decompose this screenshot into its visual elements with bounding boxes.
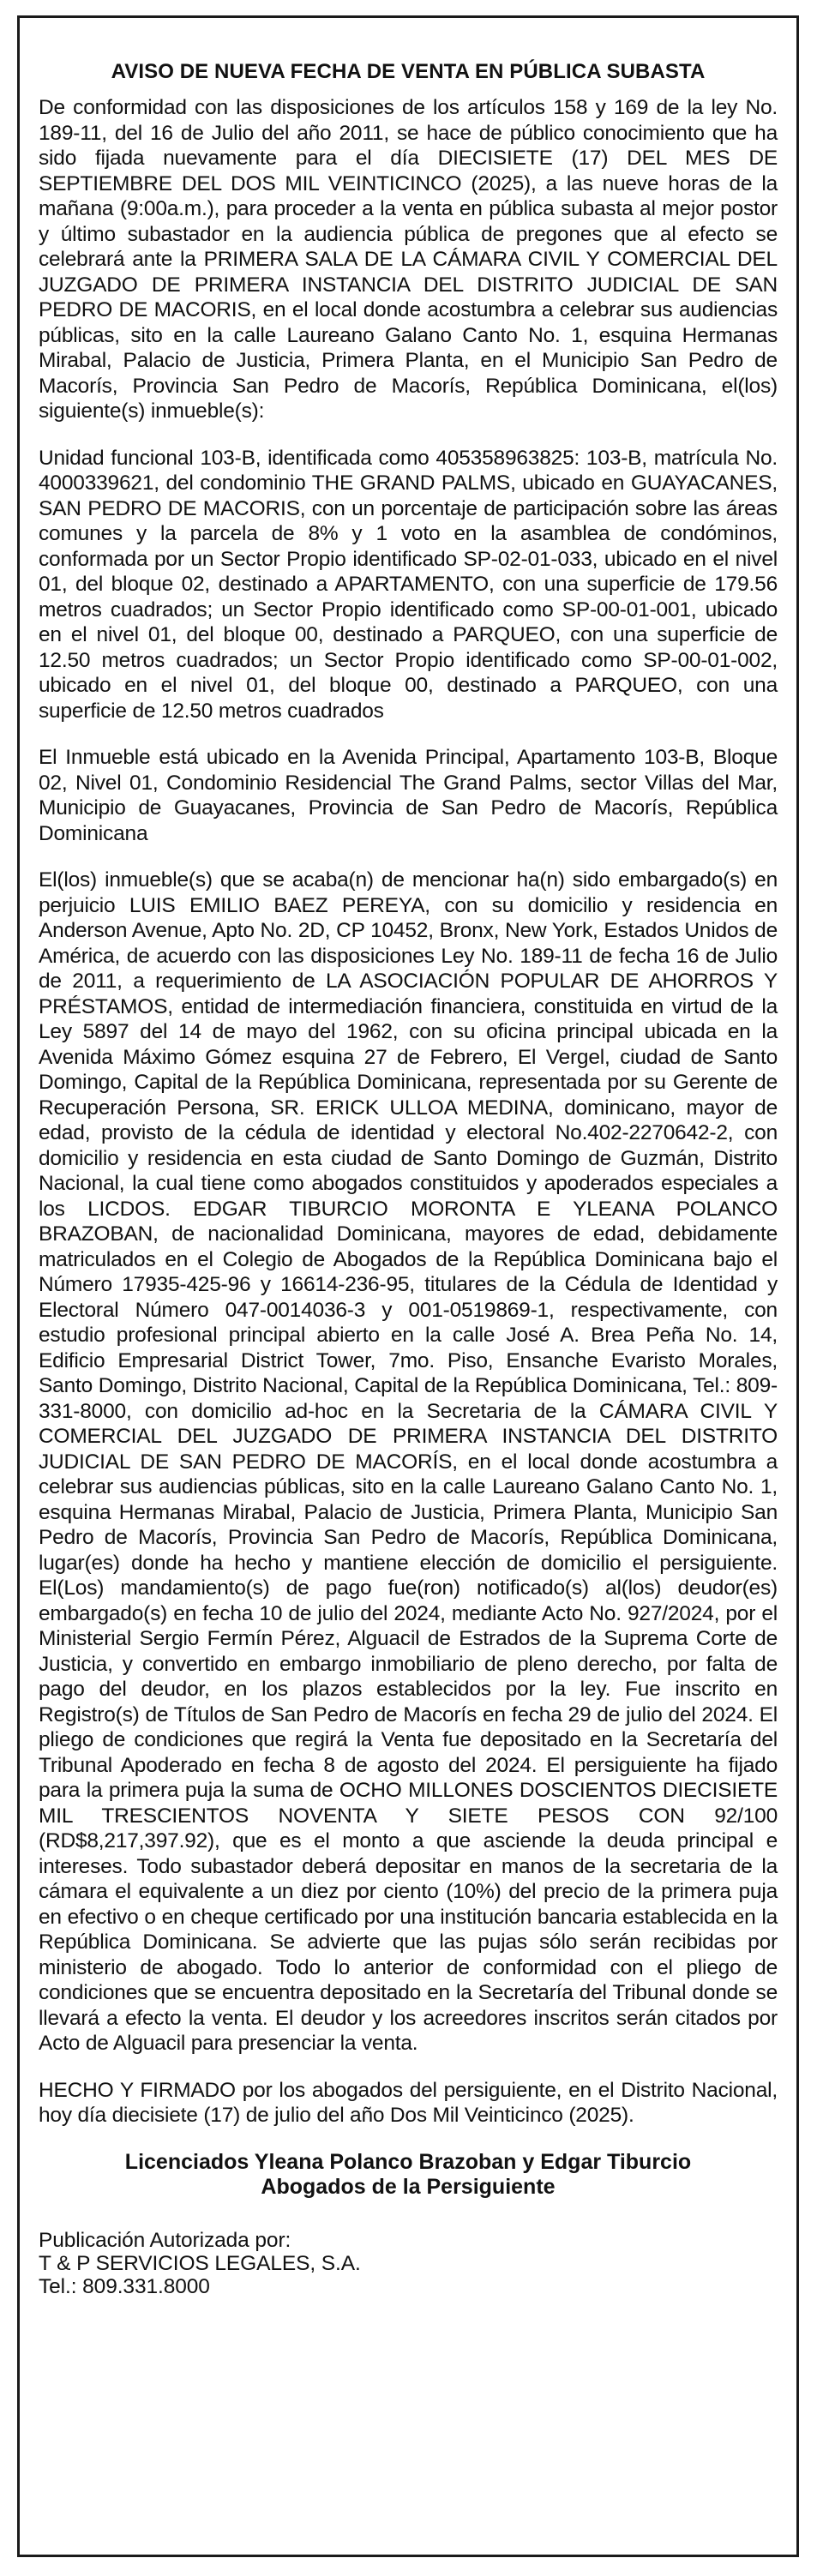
auction-notice <box>17 15 799 2557</box>
signers-block <box>39 2150 778 2200</box>
notice-title: AVISO DE NUEVA FECHA DE VENTA EN PÚBLICA SUBASTA <box>111 60 706 83</box>
publication-company: T & P SERVICIOS LEGALES, S.A. <box>39 2251 361 2275</box>
publication-phone: Tel.: 809.331.8000 <box>39 2274 210 2298</box>
publication-label: Publicación Autorizada por: <box>39 2228 291 2252</box>
notice-paragraph-seizure-details: El(los) inmueble(s) que se acaba(n) de mencionar ha(n) sido embargado(s) en perjuicio LUIS EMILIO BAEZ PEREYA, con su domicilio y residencia en Anderson Avenue, Apto No. 2D, CP 10452, Bronx, New York, Estados Unidos de América, de acuerdo con las disposiciones Ley No. 189-11 de fecha 16 de Julio de 2011, a requerimiento de LA ASOCIACIÓN POPULAR DE AHORROS Y PRÉSTAMOS, entidad de intermediación financiera, constituida en virtud de la Ley 5897 del 14 de mayo del 1962, con su oficina principal ubicada en la Avenida Máximo Gómez esquina 27 de Febrero, El Vergel, ciudad de Santo Domingo, Capital de la República Dominicana, representada por su Gerente de Recuperación Persona, SR. ERICK ULLOA MEDINA, dominicano, mayor de edad, provisto de la cédula de identidad y electoral No.402-2270642-2, con domicilio y residencia en esta ciudad de Santo Domingo de Guzmán, Distrito Nacional, la cual tiene como abogados constituidos y apoderados especiales a los LICDOS. EDGAR TIBURCIO MORONTA E YLEANA POLANCO BRAZOBAN, de nacionalidad Dominicana, mayores de edad, debidamente matriculados en el Colegio de Abogados de la República Dominicana bajo el Número 17935-425-96 y 16614-236-95, titulares de la Cédula de Identidad y Electoral Número 047-0014036-3 y 001-0519869-1, respectivamente, con estudio profesional principal abierto en la calle José A. Brea Peña No. 14, Edificio Empresarial District Tower, 7mo. Piso, Ensanche Evaristo Morales, Santo Domingo, Distrito Nacional, Capital de la República Dominicana, Tel.: 809-331-8000, con domicilio ad-hoc en la Secretaria de la CÁMARA CIVIL Y COMERCIAL DEL JUZGADO DE PRIMERA INSTANCIA DEL DISTRITO JUDICIAL DE SAN PEDRO DE MACORÍS, en el local donde acostumbra a celebrar sus audiencias públicas, sito en la calle Laureano Galano Canto No. 1, esquina Hermanas Mirabal, Palacio de Justicia, Primera Planta, Municipio San Pedro de Macorís, Provincia San Pedro de Macorís, República Dominicana, lugar(es) donde ha hecho y mantiene elección de domicilio el persiguiente. El(Los) mandamiento(s) de pago fue(ron) notificado(s) al(los) deudor(es) embargado(s) en fecha 10 de julio del 2024, mediante Acto No. 927/2024, por el Ministerial Sergio Fermín Pérez, Alguacil de Estrados de la Suprema Corte de Justicia, y convertido en embargo inmobiliario de pleno derecho, por falta de pago del deudor, en los plazos establecidos por la ley. Fue inscrito en Registro(s) de Títulos de San Pedro de Macorís en fecha 29 de julio del 2024. El pliego de condiciones que regirá la Venta fue depositado en la Secretaría del Tribunal Apoderado en fecha 8 de agosto del 2024. El persiguiente ha fijado para la primera puja la suma de OCHO MILLONES DOSCIENTOS DIECISIETE MIL TRESCIENTOS NOVENTA Y SIETE PESOS CON 92/100 (RD$8,217,397.92), que es el monto a que asciende la deuda principal e intereses. Todo subastador deberá depositar en manos de la secretaria de la cámara el equivalente a un diez por ciento (10%) del precio de la primera puja en efectivo o en cheque certificado por una institución bancaria establecida en la República Dominicana. Se advierte que las pujas sólo serán recibidas por ministerio de abogado. Todo lo anterior de conformidad con el pliego de condiciones que se encuentra depositado en la Secretaría del Tribunal donde se llevará a efecto la venta. El deudor y los acreedores inscritos serán citados por Acto de Alguacil para presenciar la venta. <box>39 868 778 2055</box>
signer-names: Licenciados Yleana Polanco Brazoban y Edgar Tiburcio <box>124 2149 692 2174</box>
publication-block <box>39 2229 778 2298</box>
notice-paragraph-sale-date: De conformidad con las disposiciones de los artículos 158 y 169 de la ley No. 189-11, del 16 de Julio del año 2011, se hace de público conocimiento que ha sido fijada nuevamente para el día DIECISIETE (17) DEL MES DE SEPTIEMBRE DEL DOS MIL VEINTICINCO (2025), a las nueve horas de la mañana (9:00a.m.), para proceder a la venta en pública subasta al mejor postor y último subastador en la audiencia pública de pregones que al efecto se celebrará ante la PRIMERA SALA DE LA CÁMARA CIVIL Y COMERCIAL DEL JUZGADO DE PRIMERA INSTANCIA DEL DISTRITO JUDICIAL DE SAN PEDRO DE MACORIS, en el local donde acostumbra a celebrar sus audiencias públicas, sito en la calle Laureano Galano Canto No. 1, esquina Hermanas Mirabal, Palacio de Justicia, Primera Planta, en el Municipio San Pedro de Macorís, Provincia San Pedro de Macorís, República Dominicana, el(los) siguiente(s) inmueble(s): <box>39 96 778 423</box>
signer-role: Abogados de la Persiguiente <box>261 2174 556 2199</box>
notice-paragraph-property-description: Unidad funcional 103-B, identificada como 405358963825: 103-B, matrícula No. 4000339621, del condominio THE GRAND PALMS, ubicado en GUAYACANES, SAN PEDRO DE MACORIS, con un porcentaje de participación sobre las áreas comunes y la parcela de 8% y 1 voto en la asamblea de condóminos, conformada por un Sector Propio identificado SP-02-01-033, ubicado en el nivel 01, del bloque 02, destinado a APARTAMENTO, con una superficie de 179.56 metros cuadrados; un Sector Propio identificado como SP-00-01-001, ubicado en el nivel 01, del bloque 00, destinado a PARQUEO, con una superficie de 12.50 metros cuadrados; un Sector Propio identificado como SP-00-01-002, ubicado en el nivel 01, del bloque 00, destinado a PARQUEO, con una superficie de 12.50 metros cuadrados <box>39 446 778 723</box>
notice-paragraph-property-location: El Inmueble está ubicado en la Avenida Principal, Apartamento 103-B, Bloque 02, Nivel 01, Condominio Residencial The Grand Palms, sector Villas del Mar, Municipio de Guayacanes, Provincia de San Pedro de Macorís, República Dominicana <box>39 746 778 845</box>
notice-paragraph-signed: HECHO Y FIRMADO por los abogados del persiguiente, en el Distrito Nacional, hoy día diecisiete (17) de julio del año Dos Mil Veinticinco (2025). <box>39 2078 778 2127</box>
